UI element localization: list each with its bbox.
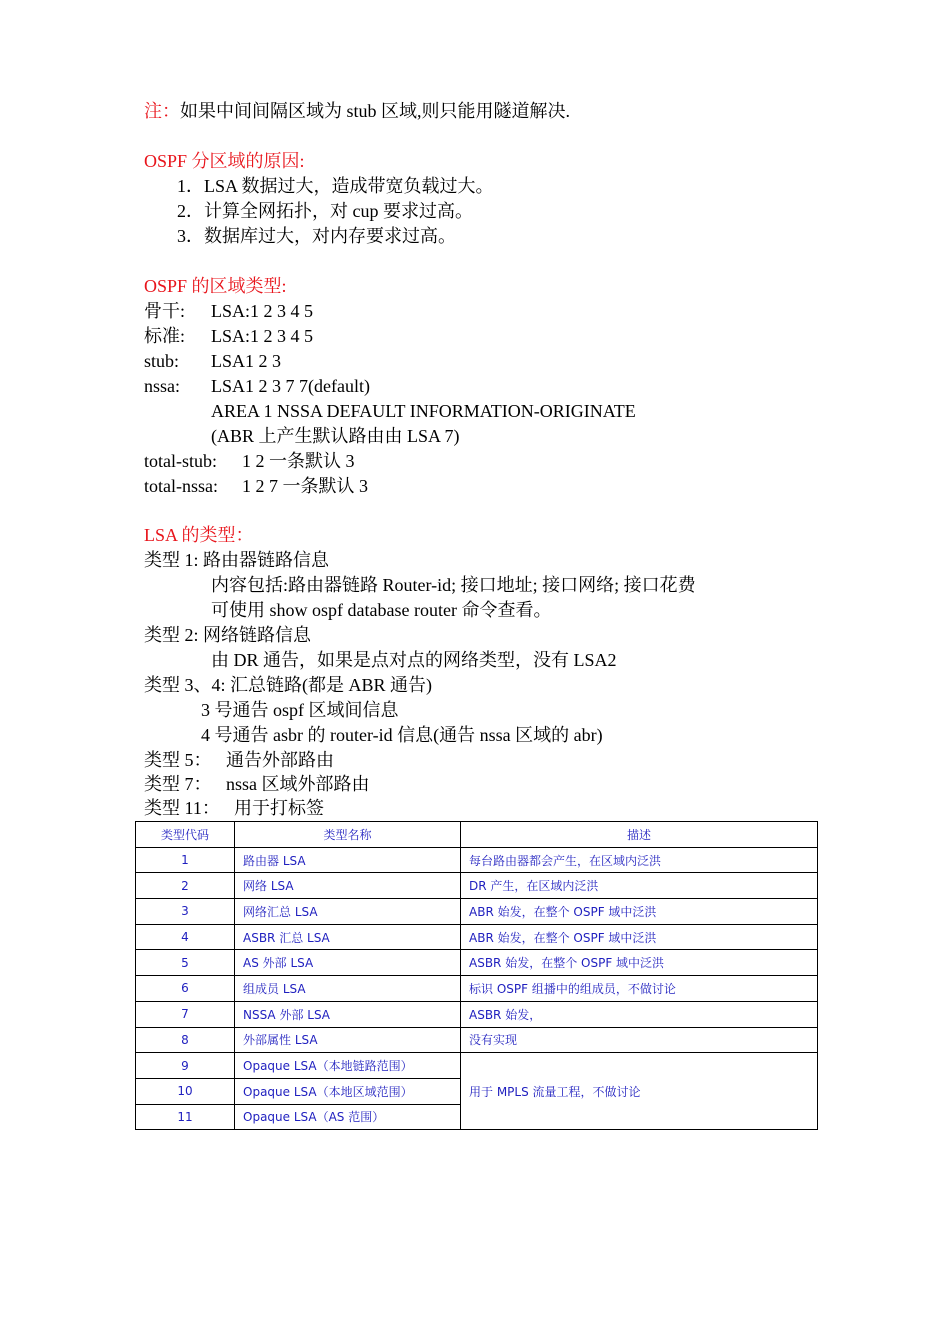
description-cell: 标识 OSPF 组播中的组成员，不做讨论 bbox=[461, 976, 818, 1002]
header-type-code: 类型代码 bbox=[136, 822, 235, 848]
header-description: 描述 bbox=[461, 822, 818, 848]
description-cell: 每台路由器都会产生，在区域内泛洪 bbox=[461, 847, 818, 873]
opaque-description-cell: 用于 MPLS 流量工程，不做讨论 bbox=[461, 1053, 818, 1130]
note-label: 注： bbox=[144, 101, 180, 121]
type-code-cell: 3 bbox=[136, 899, 235, 925]
type-code-cell: 5 bbox=[136, 950, 235, 976]
total-value: 1 2 7 一条默认 3 bbox=[242, 476, 368, 496]
table-row bbox=[136, 899, 818, 925]
area-type-name: 标准: bbox=[144, 326, 186, 346]
lsa-type5-desc: 通告外部路由 bbox=[226, 750, 334, 770]
lsa-type5-name: 类型 5： bbox=[144, 750, 212, 770]
type-name-cell: AS 外部 LSA bbox=[235, 950, 461, 976]
lsa-type1-title: 类型 1: 路由器链路信息 bbox=[144, 550, 330, 570]
lsa-type1-line: 可使用 show ospf database router 命令查看。 bbox=[211, 600, 552, 620]
header-type-name: 类型名称 bbox=[235, 822, 461, 848]
lsa-type7-name: 类型 7： bbox=[144, 774, 212, 794]
type-code-cell: 7 bbox=[136, 1001, 235, 1027]
lsa-type11-row bbox=[144, 796, 324, 821]
description-cell: ABR 始发，在整个 OSPF 域中泛洪 bbox=[461, 924, 818, 950]
table-row bbox=[136, 950, 818, 976]
note-text: 如果中间间隔区域为 stub 区域,则只能用隧道解决. bbox=[180, 101, 571, 121]
lsa-type5-row bbox=[144, 748, 334, 773]
area-type-value: LSA1 2 3 bbox=[211, 351, 282, 371]
type-name-cell: Opaque LSA（本地区域范围） bbox=[235, 1078, 461, 1104]
reason-item: 2．计算全网拓扑，对 cup 要求过高。 bbox=[177, 201, 473, 221]
lsa-type7-row bbox=[144, 772, 370, 797]
lsa-type1-line: 内容包括:路由器链路 Router-id; 接口地址; 接口网络; 接口花费 bbox=[211, 575, 696, 595]
type-code-cell: 9 bbox=[136, 1053, 235, 1079]
note-line bbox=[144, 99, 570, 124]
area-type-value: LSA:1 2 3 4 5 bbox=[211, 301, 314, 321]
lsa-type34-line: 3 号通告 ospf 区域间信息 bbox=[201, 700, 399, 720]
type-name-cell: 外部属性 LSA bbox=[235, 1027, 461, 1053]
type-code-cell: 11 bbox=[136, 1104, 235, 1130]
description-cell: ASBR 始发，在整个 OSPF 域中泛洪 bbox=[461, 950, 818, 976]
area-type-row bbox=[144, 349, 281, 374]
description-cell: ASBR 始发， bbox=[461, 1001, 818, 1027]
reason-item: 1．LSA 数据过大，造成带宽负载过大。 bbox=[177, 176, 494, 196]
area-type-value: LSA:1 2 3 4 5 bbox=[211, 326, 314, 346]
lsa-types-heading: LSA 的类型： bbox=[144, 525, 254, 545]
area-type-row bbox=[144, 324, 313, 349]
description-cell: DR 产生，在区域内泛洪 bbox=[461, 873, 818, 899]
description-cell: 没有实现 bbox=[461, 1027, 818, 1053]
type-code-cell: 4 bbox=[136, 924, 235, 950]
total-stub-row bbox=[144, 449, 355, 474]
table-row bbox=[136, 976, 818, 1002]
lsa-table bbox=[135, 821, 818, 1130]
area-type-name: 骨干: bbox=[144, 301, 186, 321]
table-row bbox=[136, 847, 818, 873]
lsa-type11-desc: 用于打标签 bbox=[234, 798, 324, 818]
area-type-name: stub: bbox=[144, 351, 180, 371]
table-row bbox=[136, 1053, 818, 1079]
type-name-cell: NSSA 外部 LSA bbox=[235, 1001, 461, 1027]
type-code-cell: 1 bbox=[136, 847, 235, 873]
area-type-name: nssa: bbox=[144, 376, 180, 396]
table-row bbox=[136, 1027, 818, 1053]
lsa-type7-desc: nssa 区域外部路由 bbox=[226, 774, 370, 794]
lsa-type2-title: 类型 2: 网络链路信息 bbox=[144, 625, 312, 645]
table-row bbox=[136, 924, 818, 950]
reasons-heading: OSPF 分区域的原因: bbox=[144, 151, 305, 171]
area-types-heading: OSPF 的区域类型: bbox=[144, 276, 287, 296]
nssa-detail-line: AREA 1 NSSA DEFAULT INFORMATION-ORIGINATE bbox=[211, 401, 636, 421]
lsa-type11-name: 类型 11： bbox=[144, 798, 220, 818]
nssa-detail-line: (ABR 上产生默认路由由 LSA 7) bbox=[211, 426, 460, 446]
lsa-type34-line: 4 号通告 asbr 的 router-id 信息(通告 nssa 区域的 abr) bbox=[201, 725, 603, 745]
table-row bbox=[136, 873, 818, 899]
type-name-cell: ASBR 汇总 LSA bbox=[235, 924, 461, 950]
area-type-row bbox=[144, 374, 370, 399]
total-value: 1 2 一条默认 3 bbox=[242, 451, 355, 471]
area-type-row bbox=[144, 299, 313, 324]
type-code-cell: 10 bbox=[136, 1078, 235, 1104]
type-name-cell: 路由器 LSA bbox=[235, 847, 461, 873]
area-type-value: LSA1 2 3 7 7(default) bbox=[211, 376, 370, 396]
total-name: total-nssa: bbox=[144, 476, 218, 496]
lsa-type34-title: 类型 3、4: 汇总链路(都是 ABR 通告) bbox=[144, 675, 432, 695]
table-row bbox=[136, 1001, 818, 1027]
type-name-cell: Opaque LSA（AS 范围） bbox=[235, 1104, 461, 1130]
type-name-cell: 网络 LSA bbox=[235, 873, 461, 899]
reason-item: 3．数据库过大，对内存要求过高。 bbox=[177, 226, 456, 246]
description-cell: ABR 始发，在整个 OSPF 域中泛洪 bbox=[461, 899, 818, 925]
type-name-cell: Opaque LSA（本地链路范围） bbox=[235, 1053, 461, 1079]
type-name-cell: 网络汇总 LSA bbox=[235, 899, 461, 925]
type-code-cell: 2 bbox=[136, 873, 235, 899]
lsa-type2-line: 由 DR 通告，如果是点对点的网络类型，没有 LSA2 bbox=[211, 650, 617, 670]
type-name-cell: 组成员 LSA bbox=[235, 976, 461, 1002]
type-code-cell: 6 bbox=[136, 976, 235, 1002]
total-nssa-row bbox=[144, 474, 368, 499]
total-name: total-stub: bbox=[144, 451, 217, 471]
type-code-cell: 8 bbox=[136, 1027, 235, 1053]
table-header-row bbox=[136, 822, 818, 848]
